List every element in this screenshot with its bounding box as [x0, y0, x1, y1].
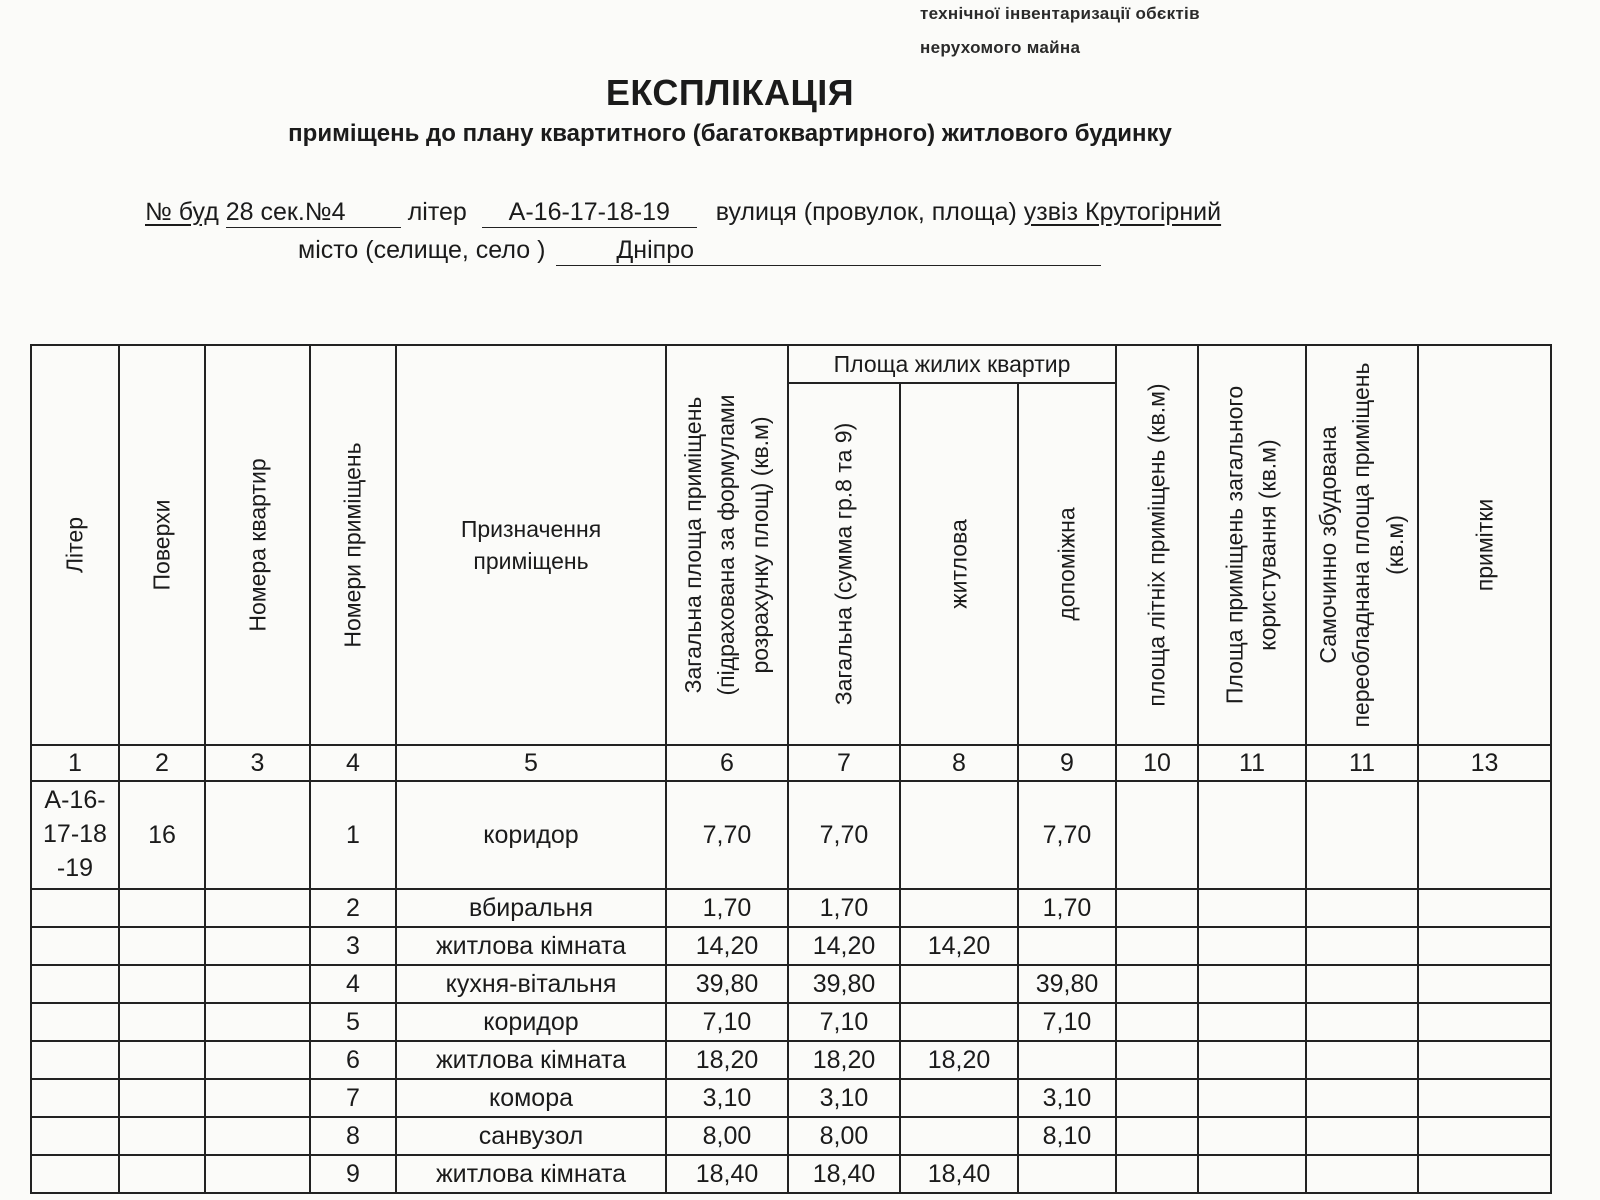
header-apartment-auxiliary: допоміжна	[1018, 383, 1116, 745]
cell-purpose: житлова кімната	[396, 927, 666, 965]
cell-summer-area	[1116, 1079, 1198, 1117]
cell-unauthorized-area	[1306, 1155, 1418, 1193]
table-row	[31, 889, 1551, 927]
cell-room-number: 6	[310, 1041, 396, 1079]
cell-summer-area	[1116, 1003, 1198, 1041]
cell-common-area	[1198, 927, 1306, 965]
cell-living-area: 18,40	[900, 1155, 1018, 1193]
cell-summer-area	[1116, 1117, 1198, 1155]
cell-apartment-total: 8,00	[788, 1117, 900, 1155]
cell-total-area: 1,70	[666, 889, 788, 927]
cell-common-area	[1198, 1117, 1306, 1155]
explication-table	[30, 344, 1552, 1194]
cell-apartment	[205, 965, 310, 1003]
table-row	[31, 1079, 1551, 1117]
cell-auxiliary-area	[1018, 927, 1116, 965]
cell-room-number: 8	[310, 1117, 396, 1155]
cell-living-area	[900, 1079, 1018, 1117]
cell-summer-area	[1116, 1041, 1198, 1079]
building-number-label: № буд	[145, 198, 219, 226]
cell-purpose: житлова кімната	[396, 1041, 666, 1079]
header-apartment-total: Загальна (сумма гр.8 та 9)	[788, 383, 900, 745]
cell-notes	[1418, 1079, 1551, 1117]
cell-apartment-total: 18,20	[788, 1041, 900, 1079]
cell-floor	[119, 1155, 205, 1193]
column-number: 1	[31, 745, 119, 781]
cell-unauthorized-area	[1306, 927, 1418, 965]
column-number: 11	[1198, 745, 1306, 781]
cell-apartment-total: 14,20	[788, 927, 900, 965]
organization-line-1: технічної інвентаризації обєктів	[920, 4, 1200, 23]
cell-summer-area	[1116, 965, 1198, 1003]
header-liter: Літер	[31, 345, 119, 745]
cell-notes	[1418, 965, 1551, 1003]
cell-purpose: кухня-вітальня	[396, 965, 666, 1003]
header-summer-area: площа літніх приміщень (кв.м)	[1116, 345, 1198, 745]
cell-summer-area	[1116, 781, 1198, 889]
cell-auxiliary-area: 7,70	[1018, 781, 1116, 889]
table-row	[31, 1041, 1551, 1079]
cell-auxiliary-area: 7,10	[1018, 1003, 1116, 1041]
cell-apartment	[205, 1079, 310, 1117]
cell-notes	[1418, 927, 1551, 965]
header-room-numbers: Номери приміщень	[310, 345, 396, 745]
cell-common-area	[1198, 781, 1306, 889]
cell-apartment-total: 7,70	[788, 781, 900, 889]
liter-value: А-16-17-18-19	[482, 198, 697, 228]
cell-liter	[31, 1003, 119, 1041]
cell-liter	[31, 927, 119, 965]
cell-purpose: комора	[396, 1079, 666, 1117]
cell-purpose: коридор	[396, 781, 666, 889]
cell-room-number: 9	[310, 1155, 396, 1193]
header-purpose: Призначення приміщень	[396, 345, 666, 745]
cell-total-area: 7,70	[666, 781, 788, 889]
cell-notes	[1418, 1041, 1551, 1079]
cell-room-number: 2	[310, 889, 396, 927]
header-common-area: Площа приміщень загального користування (кв.м)	[1198, 345, 1306, 745]
cell-liter	[31, 889, 119, 927]
cell-common-area	[1198, 1041, 1306, 1079]
street-label: вулиця (провулок, площа)	[715, 198, 1017, 226]
cell-summer-area	[1116, 889, 1198, 927]
cell-apartment-total: 1,70	[788, 889, 900, 927]
cell-common-area	[1198, 1003, 1306, 1041]
cell-living-area	[900, 1003, 1018, 1041]
column-number-row	[31, 745, 1551, 781]
cell-apartment	[205, 927, 310, 965]
cell-summer-area	[1116, 927, 1198, 965]
cell-unauthorized-area	[1306, 1003, 1418, 1041]
table-row	[31, 927, 1551, 965]
cell-purpose: санвузол	[396, 1117, 666, 1155]
cell-common-area	[1198, 889, 1306, 927]
column-number: 2	[119, 745, 205, 781]
cell-notes	[1418, 889, 1551, 927]
header-total-area: Загальна площа приміщень (підрахована за формулами розрахунку площ) (кв.м)	[666, 345, 788, 745]
column-number: 4	[310, 745, 396, 781]
cell-floor	[119, 927, 205, 965]
cell-auxiliary-area	[1018, 1041, 1116, 1079]
cell-total-area: 3,10	[666, 1079, 788, 1117]
cell-liter	[31, 1079, 119, 1117]
cell-auxiliary-area	[1018, 1155, 1116, 1193]
cell-total-area: 18,20	[666, 1041, 788, 1079]
cell-room-number: 7	[310, 1079, 396, 1117]
cell-auxiliary-area: 3,10	[1018, 1079, 1116, 1117]
cell-apartment	[205, 1155, 310, 1193]
cell-auxiliary-area: 8,10	[1018, 1117, 1116, 1155]
cell-common-area	[1198, 1079, 1306, 1117]
cell-notes	[1418, 1117, 1551, 1155]
column-number: 7	[788, 745, 900, 781]
column-number: 6	[666, 745, 788, 781]
cell-floor	[119, 965, 205, 1003]
cell-liter	[31, 965, 119, 1003]
cell-apartment	[205, 1117, 310, 1155]
cell-unauthorized-area	[1306, 965, 1418, 1003]
document-title: ЕКСПЛІКАЦІЯ	[605, 72, 855, 113]
table-row	[31, 1117, 1551, 1155]
cell-auxiliary-area: 39,80	[1018, 965, 1116, 1003]
cell-apartment	[205, 781, 310, 889]
cell-unauthorized-area	[1306, 1041, 1418, 1079]
cell-living-area	[900, 889, 1018, 927]
cell-unauthorized-area	[1306, 1117, 1418, 1155]
cell-liter	[31, 1155, 119, 1193]
cell-floor	[119, 1041, 205, 1079]
cell-total-area: 7,10	[666, 1003, 788, 1041]
cell-auxiliary-area: 1,70	[1018, 889, 1116, 927]
cell-unauthorized-area	[1306, 889, 1418, 927]
header-floors: Поверхи	[119, 345, 205, 745]
document-subtitle: приміщень до плану квартитного (багатоквартирного) житлового будинку	[288, 120, 1172, 147]
cell-apartment-total: 7,10	[788, 1003, 900, 1041]
header-apartment-numbers: Номера квартир	[205, 345, 310, 745]
cell-floor	[119, 889, 205, 927]
cell-floor	[119, 1079, 205, 1117]
cell-apartment-total: 18,40	[788, 1155, 900, 1193]
cell-apartment-total: 3,10	[788, 1079, 900, 1117]
cell-common-area	[1198, 965, 1306, 1003]
cell-notes	[1418, 781, 1551, 889]
cell-purpose: коридор	[396, 1003, 666, 1041]
column-number: 11	[1306, 745, 1418, 781]
cell-purpose: вбиральня	[396, 889, 666, 927]
cell-liter	[31, 1041, 119, 1079]
cell-floor: 16	[119, 781, 205, 889]
cell-notes	[1418, 1003, 1551, 1041]
cell-room-number: 5	[310, 1003, 396, 1041]
city-value: Дніпро	[556, 236, 1101, 266]
column-number: 10	[1116, 745, 1198, 781]
cell-purpose: житлова кімната	[396, 1155, 666, 1193]
cell-living-area	[900, 965, 1018, 1003]
cell-summer-area	[1116, 1155, 1198, 1193]
table-row	[31, 1003, 1551, 1041]
cell-liter	[31, 1117, 119, 1155]
cell-living-area: 14,20	[900, 927, 1018, 965]
building-number-value: 28 сек.№4	[226, 198, 401, 228]
cell-room-number: 1	[310, 781, 396, 889]
table-row	[31, 781, 1551, 889]
cell-apartment-total: 39,80	[788, 965, 900, 1003]
cell-unauthorized-area	[1306, 781, 1418, 889]
cell-total-area: 18,40	[666, 1155, 788, 1193]
cell-apartment	[205, 1041, 310, 1079]
street-value: узвіз Крутогірний	[1023, 198, 1222, 226]
column-number: 13	[1418, 745, 1551, 781]
cell-total-area: 39,80	[666, 965, 788, 1003]
header-unauthorized-area: Самочинно збудована переобладнана площа приміщень (кв.м)	[1306, 345, 1418, 745]
cell-liter: А-16-17-18-19	[31, 781, 119, 889]
table-row	[31, 1155, 1551, 1193]
column-number: 5	[396, 745, 666, 781]
address-line-2	[298, 236, 1101, 266]
cell-apartment	[205, 1003, 310, 1041]
cell-living-area: 18,20	[900, 1041, 1018, 1079]
cell-living-area	[900, 1117, 1018, 1155]
header-notes: примітки	[1418, 345, 1551, 745]
table-row	[31, 965, 1551, 1003]
address-line-1	[145, 198, 1221, 228]
column-number: 9	[1018, 745, 1116, 781]
cell-floor	[119, 1117, 205, 1155]
header-apartment-living: житлова	[900, 383, 1018, 745]
cell-room-number: 3	[310, 927, 396, 965]
cell-unauthorized-area	[1306, 1079, 1418, 1117]
cell-floor	[119, 1003, 205, 1041]
cell-room-number: 4	[310, 965, 396, 1003]
cell-living-area	[900, 781, 1018, 889]
cell-notes	[1418, 1155, 1551, 1193]
organization-line-2: нерухомого майна	[920, 38, 1081, 57]
column-number: 3	[205, 745, 310, 781]
cell-total-area: 14,20	[666, 927, 788, 965]
header-apartment-area-group: Площа жилих квартир	[788, 345, 1116, 383]
cell-total-area: 8,00	[666, 1117, 788, 1155]
liter-label: літер	[407, 198, 467, 226]
cell-apartment	[205, 889, 310, 927]
cell-common-area	[1198, 1155, 1306, 1193]
column-number: 8	[900, 745, 1018, 781]
city-label: місто (селище, село )	[298, 236, 546, 264]
